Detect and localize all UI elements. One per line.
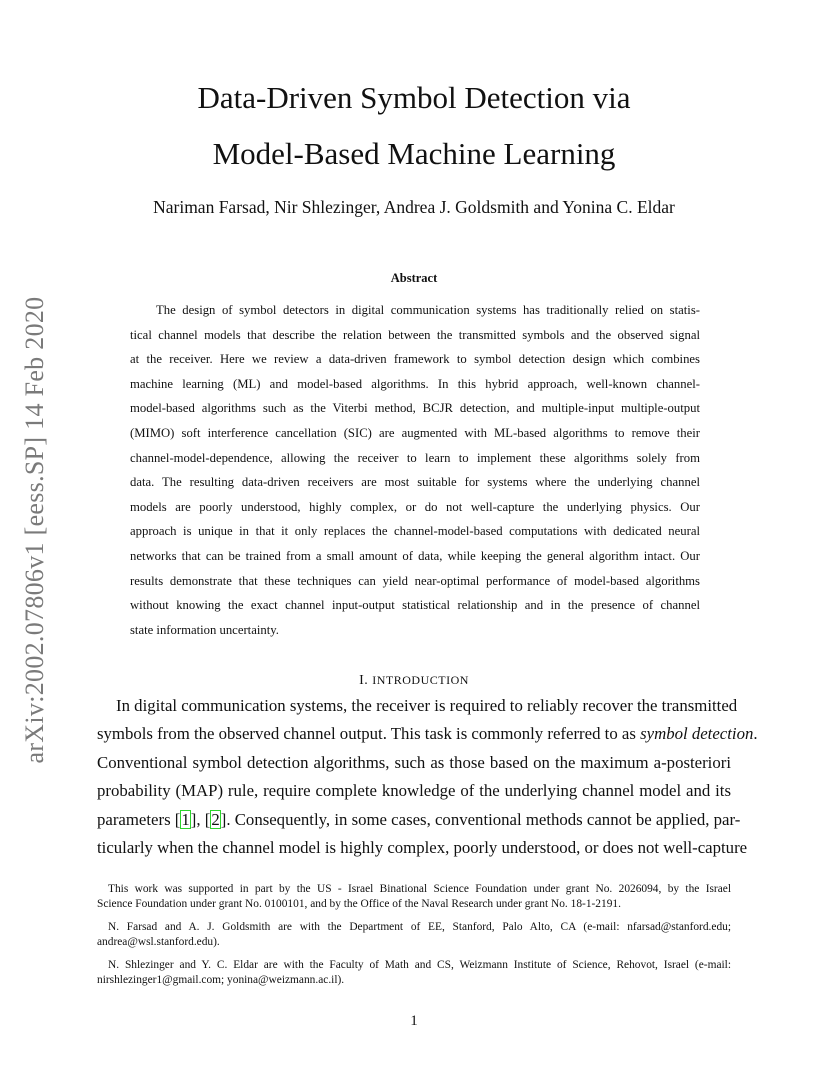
footnote-line: N. Farsad and A. J. Goldsmith are with the Department of EE, Stanford, Palo Alto, CA (e-mail: nfarsad@stanford.edu; — [108, 921, 731, 933]
abstract-line: without knowing the exact channel input-output statistical relationship and in the presence of channel — [130, 598, 700, 613]
body-text: symbols from the observed channel output. This task is commonly referred to as — [97, 724, 641, 744]
emphasis-term: symbol detection — [640, 724, 754, 744]
citation-link-2[interactable]: 2 — [211, 809, 220, 829]
footnotes — [97, 882, 731, 996]
introduction-body — [97, 692, 758, 862]
abstract-line: models are poorly understood, highly complex, or do not well-capture the underlying physics. Our — [130, 499, 700, 514]
arxiv-stamp-text: arXiv:2002.07806v1 [eess.SP] 14 Feb 2020 — [20, 296, 49, 764]
abstract-line: networks that can be trained from a small amount of data, while keeping the general algorithm intact. Our — [130, 548, 700, 563]
abstract-line: at the receiver. Here we review a data-driven framework to symbol detection design which combines — [130, 352, 700, 367]
page-number: 1 — [410, 1013, 418, 1029]
footnote-line: andrea@wsl.stanford.edu). — [97, 936, 220, 948]
abstract-line: tical channel models that describe the relation between the transmitted symbols and the observed signal — [130, 327, 700, 342]
title-line-2: Model-Based Machine Learning — [212, 136, 616, 171]
abstract-body — [130, 298, 700, 642]
citation-link-1[interactable]: 1 — [181, 809, 190, 829]
footnote-funding — [97, 882, 731, 912]
arxiv-stamp — [15, 285, 55, 775]
footnote-affiliation-weizmann — [97, 958, 731, 988]
abstract-line: data. The resulting data-driven receivers are most suitable for systems where the underlying channel — [130, 475, 700, 490]
section-number: I. — [359, 673, 369, 688]
body-text: parameters [ — [97, 809, 181, 829]
footnote-line: Science Foundation under grant No. 0100101, and by the Office of the Naval Research under grant No. 18-1-2191. — [97, 898, 621, 910]
body-line — [97, 720, 758, 748]
abstract-heading: Abstract — [390, 271, 438, 285]
abstract-line: The design of symbol detectors in digital communication systems has traditionally relied on statis- — [156, 303, 700, 317]
body-text: . — [753, 724, 758, 744]
body-text: ]. Consequently, in some cases, conventional methods cannot be applied, par- — [220, 809, 741, 829]
abstract-line: machine learning (ML) and model-based algorithms. In this hybrid approach, well-known channel- — [130, 376, 700, 391]
footnote-line: nirshlezinger1@gmail.com; yonina@weizmann.ac.il). — [97, 974, 345, 986]
abstract-line: approach is unique in that it only replaces the channel-model-based computations with dedicated neural — [130, 524, 700, 539]
body-text: ], [ — [190, 809, 211, 829]
footnote-line: N. Shlezinger and Y. C. Eldar are with the Faculty of Math and CS, Weizmann Institute of Science, Rehovot, Israel (e-mail: — [108, 959, 731, 971]
footnote-affiliation-stanford — [97, 920, 731, 950]
abstract-line: model-based algorithms such as the Viterbi method, BCJR detection, and multiple-input multiple-output — [130, 401, 700, 416]
body-line: ticularly when the channel model is highly complex, poorly understood, or does not well-capture — [97, 837, 748, 857]
footnote-line: This work was supported in part by the US - Israel Binational Science Foundation under grant No. 2026094, by the Israel — [108, 883, 731, 895]
author-list: Nariman Farsad, Nir Shlezinger, Andrea J. Goldsmith and Yonina C. Eldar — [153, 197, 675, 217]
body-line: probability (MAP) rule, require complete knowledge of the underlying channel model and its — [97, 781, 731, 801]
body-line: Conventional symbol detection algorithms, such as those based on the maximum a-posteriori — [97, 752, 731, 772]
paper-title — [100, 70, 728, 182]
body-line: In digital communication systems, the receiver is required to reliably recover the transmitted — [116, 696, 738, 715]
abstract-line: results demonstrate that these techniques can yield near-optimal performance of model-based algorithms — [130, 573, 700, 588]
body-line — [97, 806, 741, 834]
abstract-line: (MIMO) soft interference cancellation (SIC) are augmented with ML-based algorithms to remove their — [130, 425, 700, 440]
abstract-line: channel-model-dependence, allowing the receiver to learn to implement these algorithms solely from — [130, 450, 700, 465]
abstract-line: state information uncertainty. — [130, 622, 279, 637]
title-line-1: Data-Driven Symbol Detection via — [197, 80, 631, 115]
section-title: INTRODUCTION — [372, 673, 469, 687]
section-heading — [100, 673, 728, 689]
